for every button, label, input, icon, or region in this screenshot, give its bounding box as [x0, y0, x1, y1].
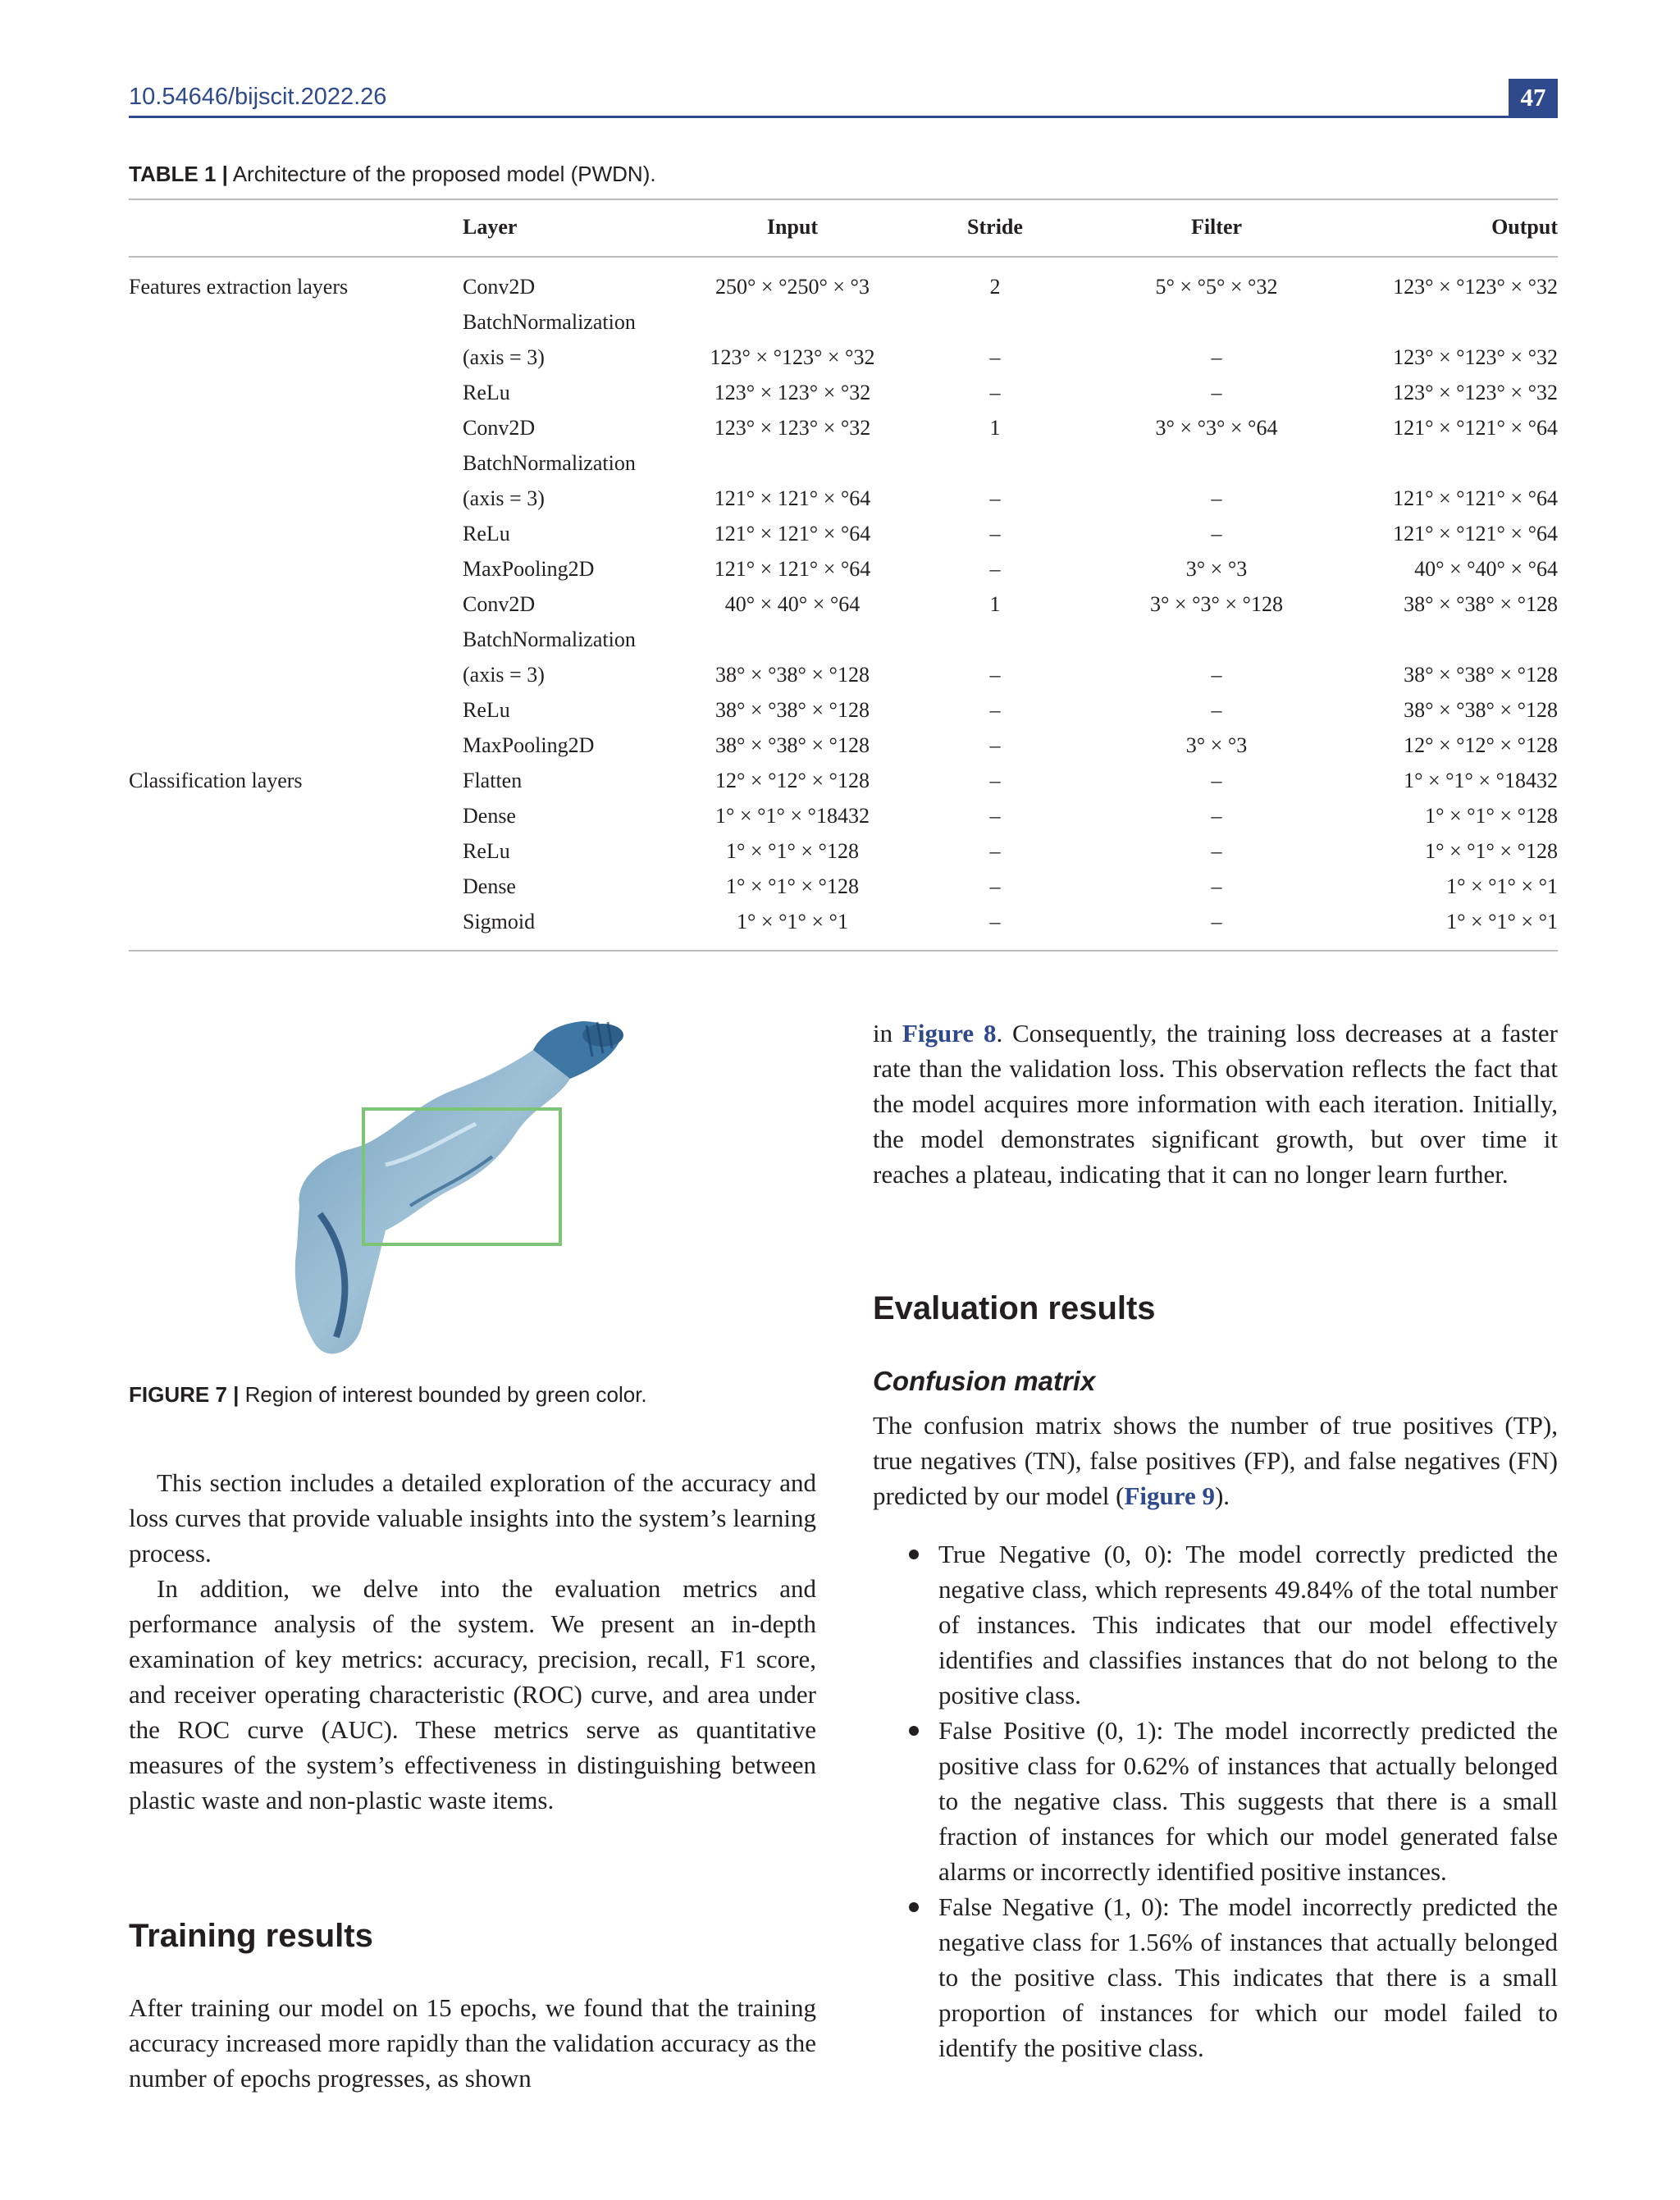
cell-input: 121° × 121° × °64 — [714, 486, 871, 510]
cm-end: ). — [1214, 1481, 1230, 1510]
table-row — [129, 481, 1558, 516]
table-row — [129, 269, 1558, 304]
cell-output — [1335, 622, 1558, 657]
table-row — [129, 551, 1558, 587]
cell-group — [129, 410, 463, 445]
cell-output: 38° × °38° × °128 — [1404, 591, 1558, 616]
cell-input: 123° × °123° × °32 — [710, 345, 875, 369]
cell-input: 250° × °250° × °3 — [715, 274, 870, 299]
table-row — [129, 692, 1558, 728]
confusion-matrix-body — [873, 1408, 1558, 2065]
cell-input: 40° × 40° × °64 — [724, 591, 861, 616]
cell-output: 123° × °123° × °32 — [1393, 380, 1558, 404]
cell-filter: – — [1211, 803, 1222, 828]
table-row — [129, 304, 1558, 340]
table-caption-text: Architecture of the proposed model (PWDN). — [232, 162, 656, 186]
table-caption-label: TABLE 1 | — [129, 162, 228, 186]
cell-stride: 2 — [989, 274, 1001, 299]
figure-caption-label: FIGURE 7 | — [129, 1382, 240, 1407]
list-item — [873, 1713, 1558, 1889]
cell-group — [129, 798, 463, 833]
cell-stride: – — [989, 803, 1001, 828]
cell-group — [129, 657, 463, 692]
cell-filter: – — [1211, 521, 1222, 545]
doi-link[interactable]: 10.54646/bijscit.2022.26 — [129, 84, 387, 110]
cell-output: 123° × °123° × °32 — [1393, 345, 1558, 369]
cell-layer: Dense — [463, 874, 516, 898]
cell-input: 12° × °12° × °128 — [715, 768, 870, 792]
intro-paragraph: This section includes a detailed exploration of the accuracy and loss curves that provide valuable insights into the system’s learning process. — [129, 1468, 816, 1568]
cell-group — [129, 622, 463, 657]
cell-output: 38° × °38° × °128 — [1404, 662, 1558, 687]
cell-input: 38° × °38° × °128 — [715, 733, 870, 757]
cell-input: 121° × 121° × °64 — [714, 521, 871, 545]
cell-filter: – — [1211, 380, 1222, 404]
cell-group — [129, 904, 463, 939]
cell-input: 1° × °1° × °128 — [726, 838, 859, 863]
cell-output: 123° × °123° × °32 — [1393, 274, 1558, 299]
training-text: After training our model on 15 epochs, we found that the training accuracy increased more rapidly than the validation accuracy as the number of epochs progresses, as shown — [129, 1993, 816, 2093]
list-item — [873, 1536, 1558, 1713]
metrics-paragraph: In addition, we delve into the evaluation metrics and performance analysis of the system. We present an in-depth examination of key metrics: accuracy, precision, recall, F1 score, and receiver operating characteristic (ROC) curve, and area under the ROC curve (AUC). These metrics serve as quantitative measures of the system’s effectiveness in distinguishing between plastic waste and non-plastic waste items. — [129, 1574, 816, 1814]
col-header-output: Output — [1491, 215, 1558, 239]
bullet-icon — [909, 1550, 919, 1559]
cell-stride: – — [989, 838, 1001, 863]
cell-output: 121° × °121° × °64 — [1393, 486, 1558, 510]
cell-filter: – — [1211, 697, 1222, 722]
right-column-continuation — [873, 1016, 1558, 1192]
cell-stride: – — [989, 380, 1001, 404]
cell-group — [129, 551, 463, 587]
cell-input — [692, 445, 892, 481]
cell-group — [129, 869, 463, 904]
table-bottom-rule — [129, 950, 1558, 952]
cell-layer: ReLu — [463, 521, 510, 545]
cell-input — [692, 622, 892, 657]
table-row — [129, 728, 1558, 763]
page-number: 47 — [1509, 79, 1558, 116]
figure-caption — [129, 1382, 647, 1408]
table-row — [129, 763, 1558, 798]
cell-layer: Flatten — [463, 768, 523, 792]
cell-layer: ReLu — [463, 380, 510, 404]
false-positive-text: False Positive (0, 1): The model incorrectly predicted the positive class for 0.62% of instances that actually belonged to the negative class. This suggests that there is a small fraction of instances for which our model generated false alarms or incorrectly identified positive instances. — [938, 1716, 1558, 1886]
cell-stride: 1 — [989, 415, 1001, 440]
cell-output: 1° × °1° × °128 — [1425, 838, 1558, 863]
cell-stride — [892, 445, 1098, 481]
table-row — [129, 375, 1558, 410]
cell-stride — [892, 304, 1098, 340]
confusion-matrix-heading: Confusion matrix — [873, 1366, 1096, 1396]
plastic-bottle-image — [287, 1017, 648, 1370]
table-row — [129, 869, 1558, 904]
cell-stride: – — [989, 521, 1001, 545]
table-row — [129, 340, 1558, 375]
bullet-icon — [909, 1902, 919, 1912]
cell-filter: 3° × °3 — [1185, 733, 1248, 757]
architecture-table — [129, 269, 1558, 939]
table-row — [129, 657, 1558, 692]
cell-layer: BatchNormalization — [463, 627, 636, 651]
cell-filter: 3° × °3 — [1185, 556, 1248, 581]
evaluation-results-heading: Evaluation results — [873, 1290, 1156, 1326]
cell-group — [129, 692, 463, 728]
cell-layer: (axis = 3) — [463, 486, 545, 510]
cell-group — [129, 833, 463, 869]
cell-output: 121° × °121° × °64 — [1393, 521, 1558, 545]
cm-text: The confusion matrix shows the number of true positives (TP), true negatives (TN), false positives (FP), and false negatives (FN) predicted by our model ( — [873, 1411, 1558, 1510]
confusion-matrix-list — [873, 1536, 1558, 2065]
cell-group: Classification layers — [129, 768, 303, 792]
cell-layer: Conv2D — [463, 274, 536, 299]
cell-layer: ReLu — [463, 697, 510, 722]
cell-group — [129, 445, 463, 481]
cont-prefix: in — [873, 1019, 902, 1048]
cell-group — [129, 304, 463, 340]
cell-output: 38° × °38° × °128 — [1404, 697, 1558, 722]
cell-filter: – — [1211, 345, 1222, 369]
cell-stride: – — [989, 345, 1001, 369]
training-results-heading: Training results — [129, 1918, 373, 1954]
cell-output: 121° × °121° × °64 — [1393, 415, 1558, 440]
cell-input: 123° × 123° × °32 — [714, 415, 871, 440]
cell-filter: – — [1211, 838, 1222, 863]
cell-output — [1335, 304, 1558, 340]
cell-group — [129, 375, 463, 410]
table-row — [129, 410, 1558, 445]
cell-input: 123° × 123° × °32 — [714, 380, 871, 404]
cell-stride: – — [989, 697, 1001, 722]
false-negative-text: False Negative (1, 0): The model incorrectly predicted the negative class for 1.56% of instances that actually belonged to the positive class. This indicates that there is a small proportion of instances for which our model failed to identify the positive class. — [938, 1892, 1558, 2062]
col-header-stride: Stride — [967, 215, 1023, 239]
table-row — [129, 798, 1558, 833]
cell-group — [129, 340, 463, 375]
list-item — [873, 1889, 1558, 2065]
cell-layer: Conv2D — [463, 415, 536, 440]
cell-stride — [892, 622, 1098, 657]
cell-output: 1° × °1° × °128 — [1425, 803, 1558, 828]
table-header-rule — [129, 256, 1558, 258]
table-row — [129, 622, 1558, 657]
cell-input: 1° × °1° × °128 — [726, 874, 859, 898]
cell-group — [129, 728, 463, 763]
cell-input: 1° × °1° × °18432 — [715, 803, 870, 828]
cell-group — [129, 516, 463, 551]
cell-input: 38° × °38° × °128 — [715, 662, 870, 687]
cell-layer: BatchNormalization — [463, 450, 636, 475]
cell-input — [692, 304, 892, 340]
cell-layer: (axis = 3) — [463, 345, 545, 369]
table-row — [129, 516, 1558, 551]
cell-stride: – — [989, 874, 1001, 898]
cell-layer: BatchNormalization — [463, 309, 636, 334]
cell-stride: – — [989, 909, 1001, 933]
cell-layer: MaxPooling2D — [463, 733, 595, 757]
cell-group — [129, 587, 463, 622]
table-row — [129, 904, 1558, 939]
figure-caption-text: Region of interest bounded by green color. — [244, 1382, 647, 1407]
cell-filter: – — [1211, 486, 1222, 510]
cell-filter: 3° × °3° × °128 — [1150, 591, 1283, 616]
cell-input: 121° × 121° × °64 — [714, 556, 871, 581]
figure-8-link[interactable]: Figure 8 — [902, 1019, 997, 1048]
cell-layer: MaxPooling2D — [463, 556, 595, 581]
cell-filter: – — [1211, 662, 1222, 687]
cell-stride: – — [989, 556, 1001, 581]
cont-text: . Consequently, the training loss decreases at a faster rate than the validation loss. This observation reflects the fact that the model acquires more information with each iteration. Initially, the model demonstrates significant growth, but over time it reaches a plateau, indicating that it can no longer learn further. — [873, 1019, 1558, 1189]
col-header-input: Input — [766, 215, 819, 239]
training-paragraph — [129, 1990, 816, 2096]
figure-9-link[interactable]: Figure 9 — [1124, 1481, 1215, 1510]
col-header-filter: Filter — [1190, 215, 1243, 239]
cell-output: 12° × °12° × °128 — [1404, 733, 1558, 757]
cell-filter — [1098, 445, 1335, 481]
cell-output: 1° × °1° × °18432 — [1404, 768, 1558, 792]
cell-filter: 3° × °3° × °64 — [1155, 415, 1278, 440]
cell-output: 40° × °40° × °64 — [1414, 556, 1558, 581]
cell-filter: – — [1211, 909, 1222, 933]
cell-filter: 5° × °5° × °32 — [1155, 274, 1278, 299]
true-negative-text: True Negative (0, 0): The model correctly predicted the negative class, which represents 49.84% of the total number of instances. This indicates that our model effectively identifies and classifies instances that do not belong to the positive class. — [938, 1540, 1558, 1709]
cell-layer: Conv2D — [463, 591, 536, 616]
cell-stride: 1 — [989, 591, 1001, 616]
cell-input: 1° × °1° × °1 — [737, 909, 848, 933]
table-row — [129, 833, 1558, 869]
cell-layer: Dense — [463, 803, 516, 828]
bullet-icon — [909, 1726, 919, 1736]
cell-output: 1° × °1° × °1 — [1446, 874, 1558, 898]
table-caption — [129, 162, 656, 187]
table-row — [129, 587, 1558, 622]
table-top-rule — [129, 199, 1558, 200]
table-row — [129, 445, 1558, 481]
cell-group — [129, 481, 463, 516]
cell-input: 38° × °38° × °128 — [715, 697, 870, 722]
cell-output: 1° × °1° × °1 — [1446, 909, 1558, 933]
cell-filter — [1098, 304, 1335, 340]
col-header-layer: Layer — [463, 215, 518, 239]
left-column-body — [129, 1465, 816, 1818]
cell-group: Features extraction layers — [129, 274, 349, 299]
header-rule — [129, 116, 1558, 118]
cell-layer: (axis = 3) — [463, 662, 545, 687]
cell-stride: – — [989, 768, 1001, 792]
cell-filter: – — [1211, 874, 1222, 898]
cell-stride: – — [989, 733, 1001, 757]
cell-layer: Sigmoid — [463, 909, 536, 933]
cell-layer: ReLu — [463, 838, 510, 863]
cell-filter: – — [1211, 768, 1222, 792]
cell-stride: – — [989, 486, 1001, 510]
cell-stride: – — [989, 662, 1001, 687]
cell-output — [1335, 445, 1558, 481]
cell-filter — [1098, 622, 1335, 657]
